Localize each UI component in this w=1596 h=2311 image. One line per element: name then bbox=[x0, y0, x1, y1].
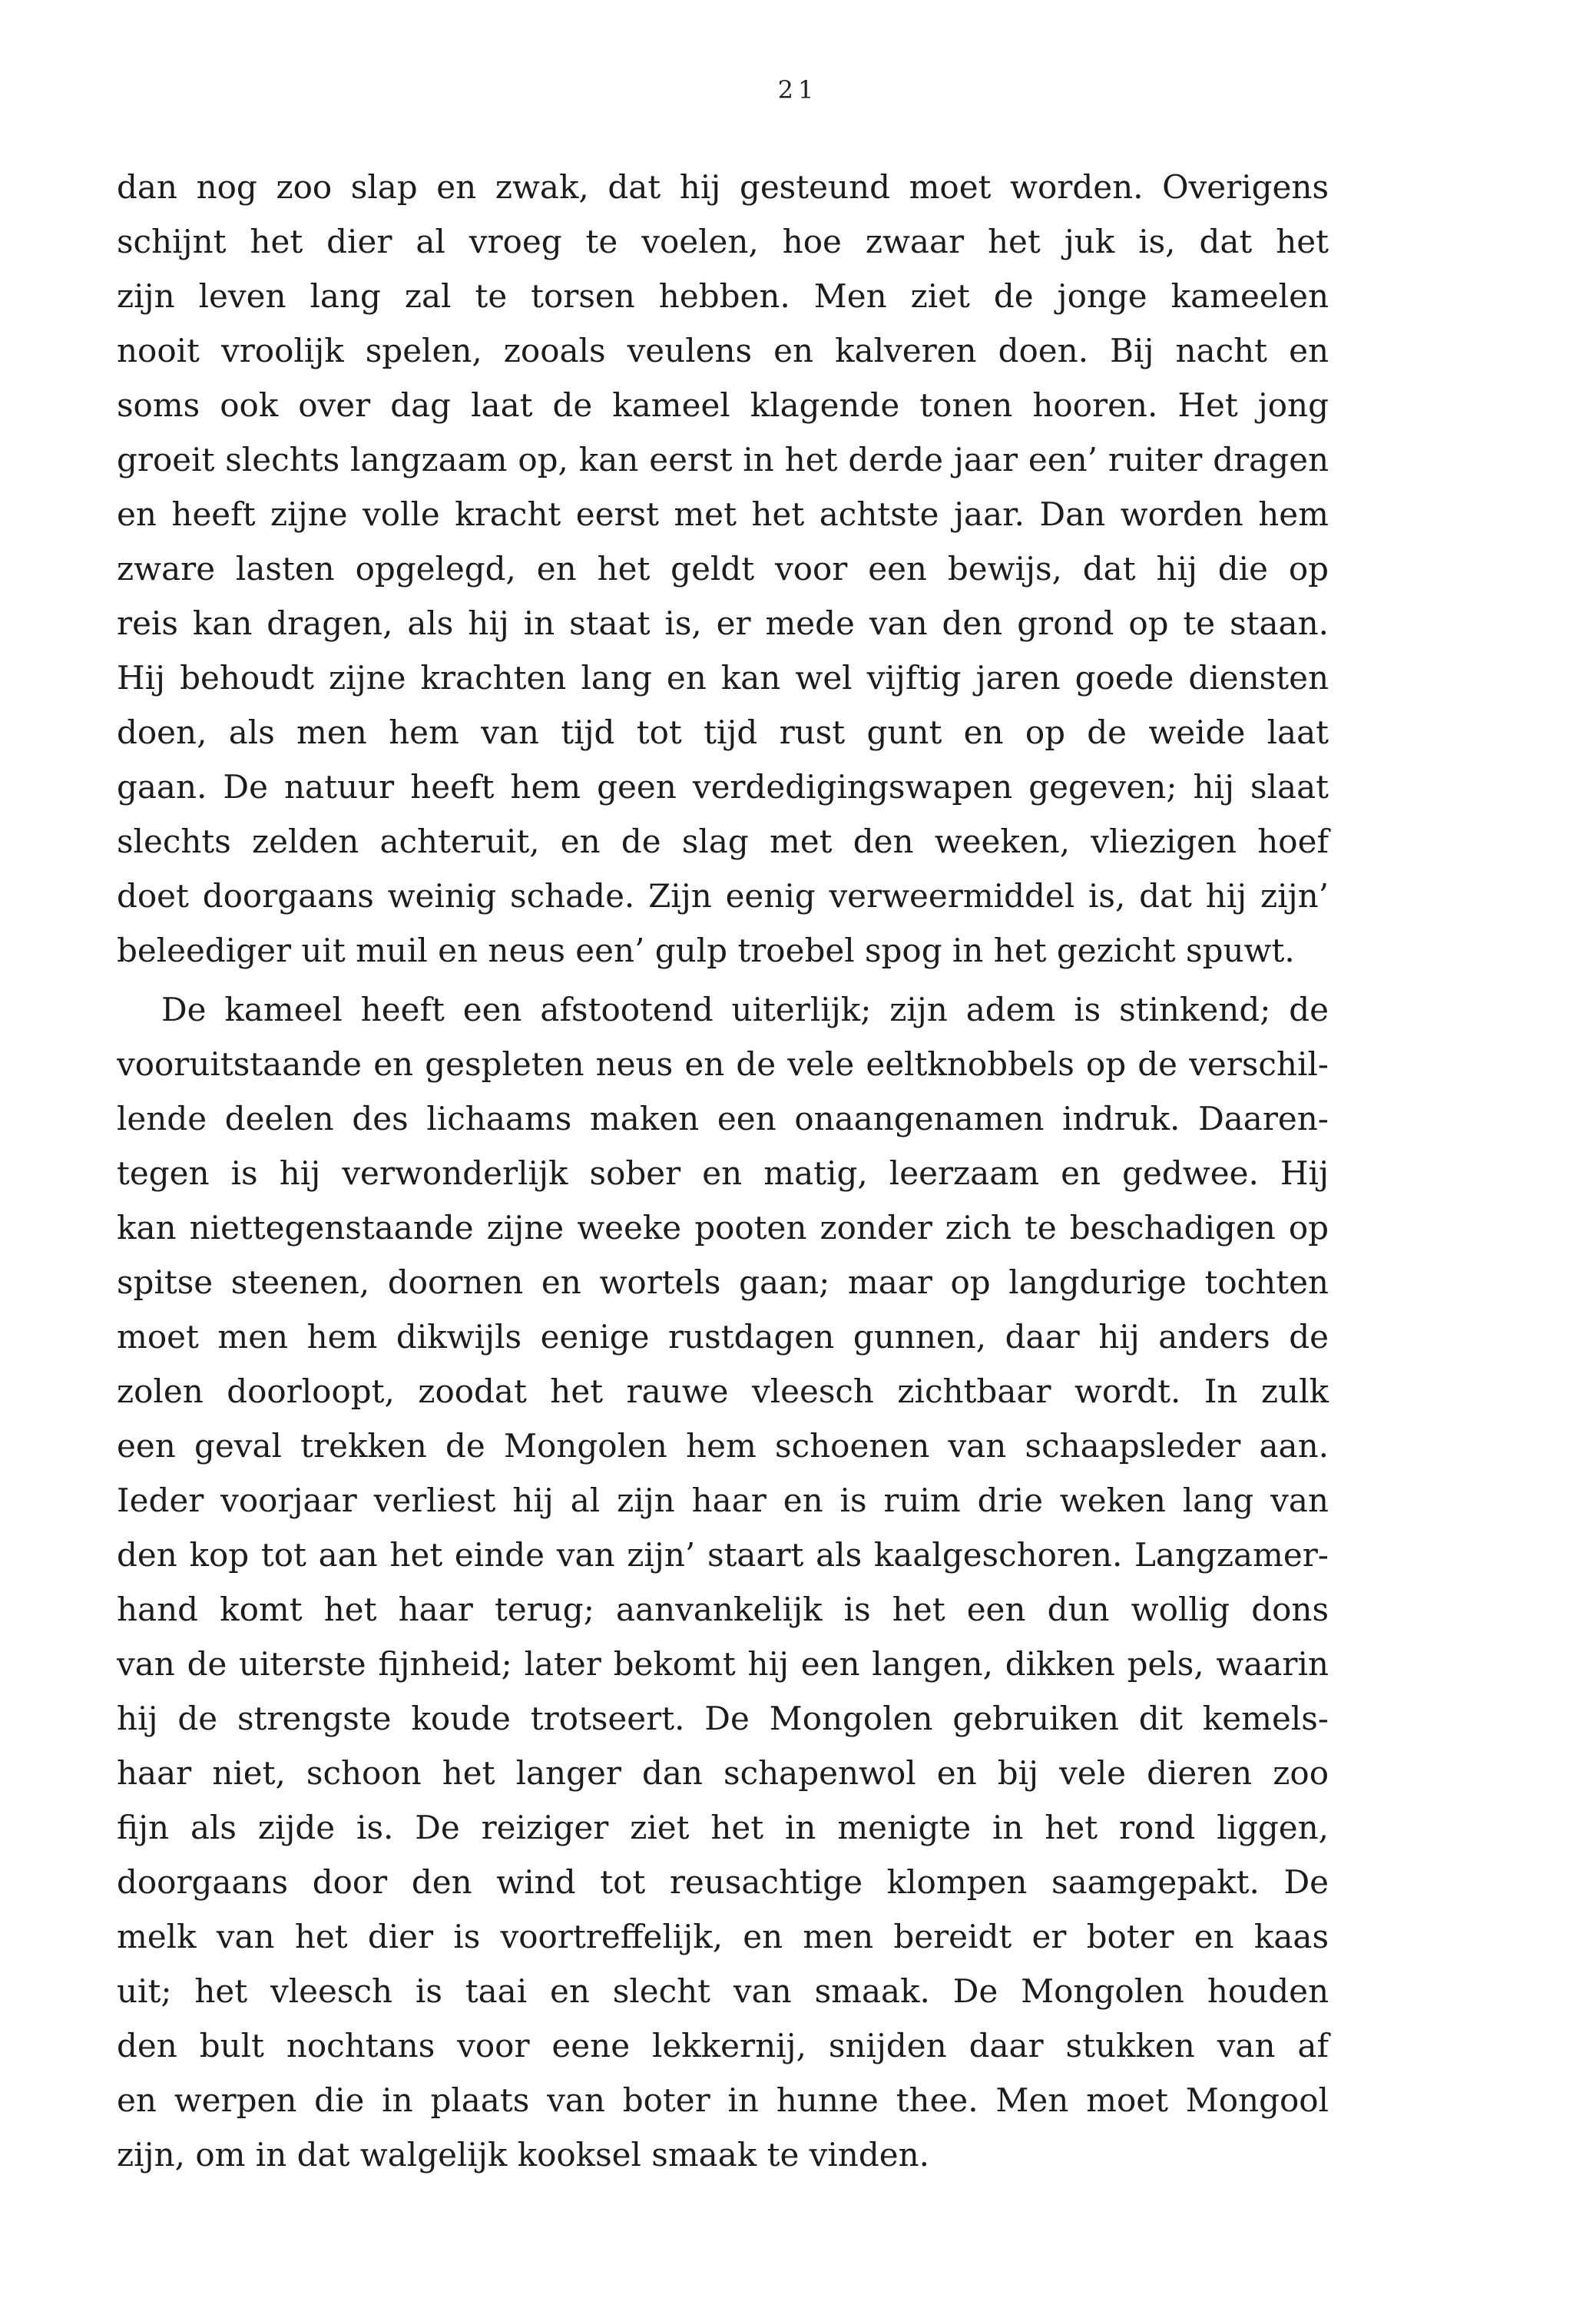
text-line: melk van het dier is voortreffelijk, en men bereidt er boter en kaas bbox=[117, 1918, 1329, 1955]
text-line: De kameel heeft een afstootend uiterlijk; zijn adem is stinkend; de bbox=[161, 991, 1329, 1028]
text-line: tegen is hij verwonderlijk sober en matig, leerzaam en gedwee. Hij bbox=[117, 1154, 1329, 1192]
text-line: groeit slechts langzaam op, kan eerst in het derde jaar een’ ruiter dragen bbox=[117, 441, 1329, 478]
text-line: slechts zelden achteruit, en de slag met den weeken, vliezigen hoef bbox=[117, 823, 1329, 860]
text-line: haar niet, schoon het langer dan schapenwol en bij vele dieren zoo bbox=[117, 1754, 1329, 1792]
text-line: kan niettegenstaande zijne weeke pooten zonder zich te beschadigen op bbox=[117, 1209, 1329, 1247]
text-line: doorgaans door den wind tot reusachtige klompen saamgepakt. De bbox=[117, 1863, 1329, 1901]
text-line: Hij behoudt zijne krachten lang en kan wel vijftig jaren goede diensten bbox=[117, 659, 1329, 697]
text-line: moet men hem dikwijls eenige rustdagen gunnen, daar hij anders de bbox=[117, 1318, 1329, 1356]
text-line: den bult nochtans voor eene lekkernij, snijden daar stukken van af bbox=[117, 2027, 1329, 2064]
text-line: lende deelen des lichaams maken een onaangenamen indruk. Daaren- bbox=[117, 1100, 1329, 1137]
text-line: schijnt het dier al vroeg te voelen, hoe zwaar het juk is, dat het bbox=[117, 223, 1329, 260]
text-line: spitse steenen, doornen en wortels gaan; maar op langdurige tochten bbox=[117, 1263, 1329, 1301]
text-line: vooruitstaande en gespleten neus en de vele eeltknobbels op de verschil- bbox=[117, 1045, 1329, 1083]
text-line: en heeft zijne volle kracht eerst met het achtste jaar. Dan worden hem bbox=[117, 495, 1329, 533]
text-line: beleediger uit muil en neus een’ gulp troebel spog in het gezicht spuwt. bbox=[117, 932, 1295, 969]
text-line: zijn, om in dat walgelijk kooksel smaak te vinden. bbox=[117, 2136, 929, 2174]
text-line: hand komt het haar terug; aanvankelijk is het een dun wollig dons bbox=[117, 1591, 1329, 1628]
text-line: zware lasten opgelegd, en het geldt voor een bewijs, dat hij die op bbox=[117, 550, 1329, 588]
text-line: Ieder voorjaar verliest hij al zijn haar en is ruim drie weken lang van bbox=[117, 1482, 1329, 1519]
text-line: zolen doorloopt, zoodat het rauwe vleesch zichtbaar wordt. In zulk bbox=[117, 1372, 1329, 1410]
text-line: een geval trekken de Mongolen hem schoenen van schaapsleder aan. bbox=[117, 1427, 1329, 1465]
text-line: nooit vroolijk spelen, zooals veulens en kalveren doen. Bij nacht en bbox=[117, 332, 1329, 369]
text-line: hij de strengste koude trotseert. De Mongolen gebruiken dit kemels- bbox=[117, 1700, 1329, 1737]
text-line: doet doorgaans weinig schade. Zijn eenig verweermiddel is, dat hij zijn’ bbox=[117, 877, 1329, 915]
text-line: zijn leven lang zal te torsen hebben. Men ziet de jonge kameelen bbox=[117, 277, 1329, 315]
text-line: den kop tot aan het einde van zijn’ staart als kaalgeschoren. Langzamer- bbox=[117, 1536, 1329, 1574]
text-line: gaan. De natuur heeft hem geen verdedigingswapen gegeven; hij slaat bbox=[117, 768, 1329, 806]
page-number: 21 bbox=[777, 75, 819, 104]
text-line: soms ook over dag laat de kameel klagende tonen hooren. Het jong bbox=[117, 386, 1329, 424]
text-line: uit; het vleesch is taai en slecht van smaak. De Mongolen houden bbox=[117, 1972, 1329, 2010]
body-text bbox=[117, 160, 1329, 2182]
text-line: doen, als men hem van tijd tot tijd rust gunt en op de weide laat bbox=[117, 713, 1329, 751]
text-line: dan nog zoo slap en zwak, dat hij gesteund moet worden. Overigens bbox=[117, 168, 1329, 206]
text-line: en werpen die in plaats van boter in hunne thee. Men moet Mongool bbox=[117, 2081, 1329, 2119]
text-line: fijn als zijde is. De reiziger ziet het in menigte in het rond liggen, bbox=[117, 1809, 1329, 1846]
text-line: van de uiterste fijnheid; later bekomt hij een langen, dikken pels, waarin bbox=[117, 1645, 1329, 1683]
paragraph-2 bbox=[117, 982, 1329, 2182]
text-line: reis kan dragen, als hij in staat is, er mede van den grond op te staan. bbox=[117, 604, 1329, 642]
paragraph-1 bbox=[117, 160, 1329, 978]
